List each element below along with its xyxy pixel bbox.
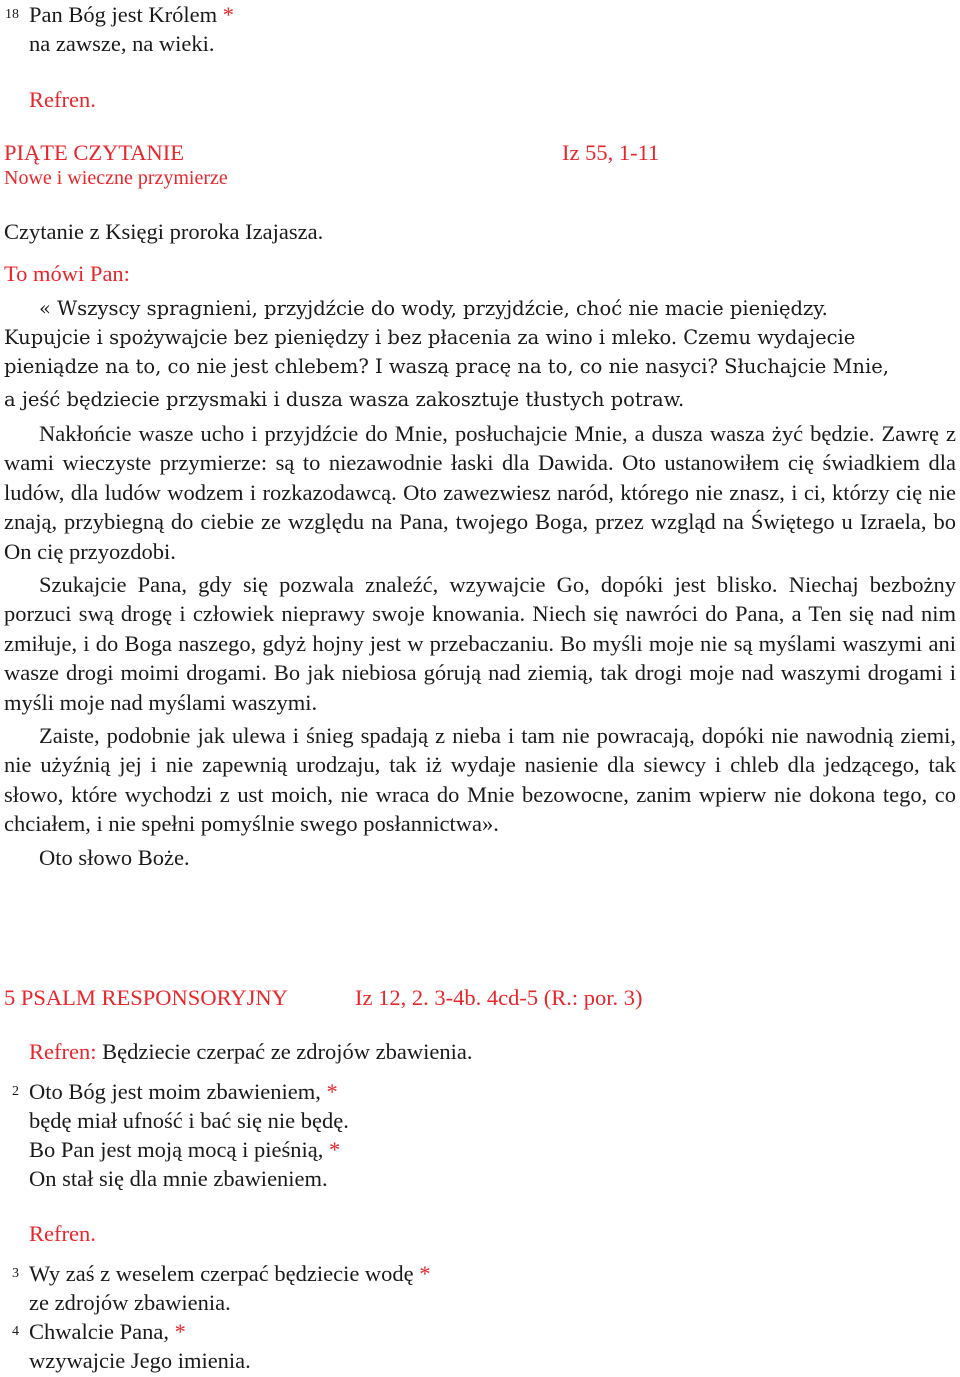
star-mark: * — [174, 1319, 186, 1344]
paragraph: Zaiste, podobnie jak ulewa i śnieg spadają z nieba i tam nie powracają, dopóki nie nawodnią ziemi, nie użyźnią jej i nie zapewnią urodzaju, tak iż wydaje nasienie dla siewcy i chleb dla jedzącego, tak słowo, które wychodzi z ust moich, nie wraca do Mnie bezowocne, zanim wpierw nie dokona tego, co chciałem, i nie spełni pomyślnie swego posłannictwa». — [4, 723, 956, 837]
closing-acclamation: Oto słowo Boże. — [39, 844, 190, 870]
verse-line: a jeść będziecie przysmaki i dusza wasza zakosztuje tłustych potraw. — [4, 388, 685, 411]
paragraph: Szukajcie Pana, gdy się pozwala znaleźć, wzywajcie Go, dopóki jest blisko. Niechaj bezbożny porzuci swą drogę i człowiek nieprawy swoje knowania. Niech się nawróci do Pana, a Ten się nad nim zmiłuje, i do Boga naszego, gdyż hojny jest w przebaczaniu. Bo myśli moje nie są myślami waszymi ani wasze drogi moimi drogami. Bo jak niebiosa górują nad ziemią, tak drogi moje nad waszymi drogami i myśli moje nad myślami waszymi. — [4, 572, 956, 715]
reading-reference: Iz 55, 1-11 — [562, 140, 660, 165]
psalm-line: Oto Bóg jest moim zbawieniem, * — [29, 1079, 338, 1104]
verse-line: pieniądze na to, co nie jest chlebem? I waszą pracę na to, co nie nasyci? Słuchajcie Mnie, — [4, 355, 889, 378]
psalm-line: Bo Pan jest moją mocą i pieśnią, * — [29, 1137, 341, 1162]
psalm-heading: 5 PSALM RESPONSORYJNY — [4, 985, 288, 1010]
star-mark: * — [222, 2, 234, 27]
reading-intro: Czytanie z Księgi proroka Izajasza. — [4, 219, 324, 244]
psalm-line: ze zdrojów zbawienia. — [29, 1290, 231, 1315]
verse-number: 4 — [12, 1324, 19, 1339]
psalm-line: wzywajcie Jego imienia. — [29, 1348, 251, 1373]
star-mark: * — [419, 1261, 431, 1286]
verse-line: « Wszyscy spragnieni, przyjdźcie do wody, przyjdźcie, choć nie macie pieniędzy. — [39, 297, 828, 320]
psalm-line: Chwalcie Pana, * — [29, 1319, 186, 1344]
psalm-line: Pan Bóg jest Królem * — [29, 2, 234, 27]
refrain-label: Refren. — [29, 87, 96, 112]
psalm-line: Wy zaś z weselem czerpać będziecie wodę * — [29, 1261, 431, 1286]
verse-line: Kupujcie i spożywajcie bez pieniędzy i bez płacenia za wino i mleko. Czemu wydajecie — [4, 326, 856, 349]
psalm-reference: Iz 12, 2. 3-4b. 4cd-5 (R.: por. 3) — [355, 985, 643, 1010]
reading-body — [4, 419, 956, 872]
star-mark: * — [326, 1079, 338, 1104]
paragraph: Nakłońcie wasze ucho i przyjdźcie do Mnie, posłuchajcie Mnie, a dusza wasza żyć będzie. Zawrę z wami wieczyste przymierze: są to niezawodnie łaski dla Dawida. Oto ustanowiłem cię świadkiem dla ludów, dla ludów wodzem i rozkazodawcą. Oto zawezwiesz naród, którego nie znasz, i ci, którzy cię nie znają, przybiegną do ciebie ze względu na Pana, twojego Boga, przez wzgląd na Świętego u Izraela, bo On cię przyozdobi. — [4, 421, 956, 564]
star-mark: * — [328, 1137, 341, 1162]
reading-subtitle: Nowe i wieczne przymierze — [4, 167, 228, 189]
verse-number: 2 — [12, 1084, 19, 1099]
psalm-line: On stał się dla mnie zbawieniem. — [29, 1166, 328, 1191]
refrain-label: Refren. — [29, 1221, 96, 1246]
verse-number: 18 — [5, 7, 19, 22]
reading-lead: To mówi Pan: — [4, 261, 130, 286]
psalm-line: na zawsze, na wieki. — [29, 31, 215, 56]
refrain: Refren: Będziecie czerpać ze zdrojów zbawienia. — [29, 1039, 473, 1064]
reading-heading: PIĄTE CZYTANIE — [4, 140, 185, 165]
refrain-label: Refren: — [29, 1039, 97, 1064]
psalm-line: będę miał ufność i bać się nie będę. — [29, 1108, 349, 1133]
verse-number: 3 — [12, 1266, 19, 1281]
